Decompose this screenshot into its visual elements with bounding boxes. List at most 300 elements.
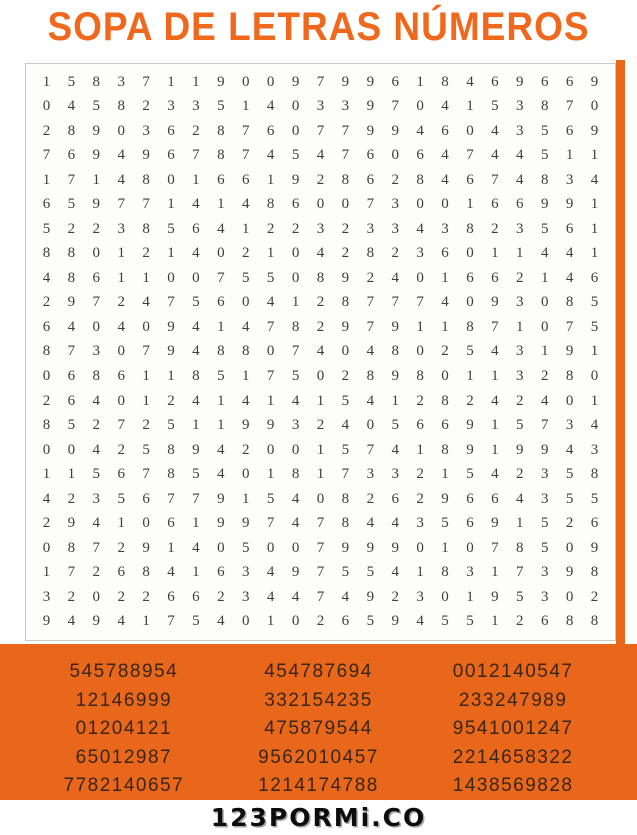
grid-cell[interactable]: 4	[291, 490, 300, 507]
grid-cell[interactable]: 9	[291, 564, 300, 581]
grid-cell[interactable]: 2	[117, 441, 125, 458]
grid-cell[interactable]: 3	[516, 294, 524, 311]
grid-cell[interactable]: 8	[291, 466, 300, 483]
grid-cell[interactable]: 4	[316, 343, 325, 360]
grid-cell[interactable]: 3	[167, 98, 175, 115]
grid-cell[interactable]: 0	[416, 196, 424, 213]
grid-cell[interactable]: 1	[92, 171, 101, 188]
grid-cell[interactable]: 2	[266, 220, 275, 237]
grid-cell[interactable]: 8	[565, 294, 574, 311]
grid-cell[interactable]: 7	[142, 466, 150, 483]
grid-cell[interactable]: 2	[391, 588, 399, 605]
grid-cell[interactable]: 6	[366, 171, 375, 188]
grid-cell[interactable]: 1	[167, 73, 175, 90]
grid-cell[interactable]: 5	[242, 269, 250, 286]
grid-cell[interactable]: 0	[341, 196, 350, 213]
grid-cell[interactable]: 9	[466, 417, 474, 434]
grid-cell[interactable]: 7	[192, 490, 200, 507]
grid-cell[interactable]: 6	[391, 490, 399, 507]
grid-cell[interactable]: 2	[491, 220, 499, 237]
grid-cell[interactable]: 7	[366, 318, 375, 335]
grid-cell[interactable]: 0	[316, 196, 325, 213]
grid-cell[interactable]: 0	[42, 98, 51, 115]
grid-cell[interactable]: 1	[565, 147, 574, 164]
grid-cell[interactable]: 9	[92, 122, 101, 139]
grid-cell[interactable]: 5	[441, 515, 449, 532]
grid-cell[interactable]: 2	[441, 343, 449, 360]
grid-cell[interactable]: 8	[565, 368, 574, 385]
grid-cell[interactable]: 4	[540, 392, 549, 409]
grid-cell[interactable]: 1	[291, 294, 300, 311]
grid-cell[interactable]: 4	[167, 564, 175, 581]
grid-cell[interactable]: 4	[67, 98, 76, 115]
grid-cell[interactable]: 4	[391, 515, 399, 532]
grid-cell[interactable]: 2	[42, 294, 51, 311]
grid-cell[interactable]: 2	[516, 269, 524, 286]
grid-cell[interactable]: 6	[167, 147, 175, 164]
grid-cell[interactable]: 3	[416, 515, 424, 532]
grid-cell[interactable]: 6	[491, 73, 499, 90]
grid-cell[interactable]: 1	[266, 171, 275, 188]
grid-cell[interactable]: 8	[391, 343, 399, 360]
grid-cell[interactable]: 4	[217, 220, 225, 237]
grid-cell[interactable]: 8	[441, 564, 449, 581]
grid-cell[interactable]: 9	[67, 294, 76, 311]
grid-cell[interactable]: 2	[341, 220, 350, 237]
grid-cell[interactable]: 0	[42, 368, 51, 385]
grid-cell[interactable]: 4	[491, 466, 499, 483]
grid-cell[interactable]: 0	[266, 343, 275, 360]
grid-cell[interactable]: 5	[391, 417, 399, 434]
grid-cell[interactable]: 9	[366, 98, 375, 115]
grid-cell[interactable]: 4	[117, 613, 125, 630]
grid-cell[interactable]: 7	[565, 318, 574, 335]
grid-cell[interactable]: 4	[217, 466, 225, 483]
grid-cell[interactable]: 6	[466, 269, 474, 286]
grid-cell[interactable]: 5	[540, 147, 549, 164]
grid-cell[interactable]: 9	[167, 318, 175, 335]
grid-cell[interactable]: 7	[341, 147, 350, 164]
grid-cell[interactable]: 4	[117, 171, 125, 188]
grid-cell[interactable]: 4	[491, 147, 499, 164]
grid-cell[interactable]: 3	[316, 98, 325, 115]
grid-cell[interactable]: 8	[416, 368, 424, 385]
grid-cell[interactable]: 4	[67, 613, 76, 630]
grid-cell[interactable]: 5	[341, 441, 350, 458]
grid-cell[interactable]: 4	[391, 441, 399, 458]
grid-cell[interactable]: 7	[167, 613, 175, 630]
grid-cell[interactable]: 8	[590, 466, 599, 483]
grid-cell[interactable]: 1	[217, 392, 225, 409]
grid-cell[interactable]: 9	[341, 318, 350, 335]
grid-cell[interactable]: 4	[491, 122, 499, 139]
grid-cell[interactable]: 0	[42, 539, 51, 556]
grid-cell[interactable]: 5	[217, 368, 225, 385]
grid-cell[interactable]: 1	[42, 171, 51, 188]
grid-cell[interactable]: 1	[491, 417, 499, 434]
grid-cell[interactable]: 0	[266, 73, 275, 90]
grid-cell[interactable]: 3	[565, 171, 574, 188]
grid-cell[interactable]: 0	[341, 343, 350, 360]
grid-cell[interactable]: 8	[67, 122, 76, 139]
grid-cell[interactable]: 6	[266, 122, 275, 139]
grid-cell[interactable]: 0	[291, 441, 300, 458]
grid-cell[interactable]: 0	[590, 368, 599, 385]
grid-cell[interactable]: 9	[491, 588, 499, 605]
grid-cell[interactable]: 2	[366, 490, 375, 507]
grid-cell[interactable]: 8	[540, 171, 549, 188]
grid-cell[interactable]: 6	[491, 196, 499, 213]
grid-cell[interactable]: 4	[291, 588, 300, 605]
grid-cell[interactable]: 6	[67, 147, 76, 164]
grid-cell[interactable]: 6	[441, 245, 449, 262]
grid-cell[interactable]: 0	[92, 588, 101, 605]
grid-cell[interactable]: 9	[291, 171, 300, 188]
grid-cell[interactable]: 2	[341, 368, 350, 385]
grid-cell[interactable]: 2	[316, 171, 325, 188]
grid-cell[interactable]: 5	[67, 417, 76, 434]
grid-cell[interactable]: 1	[466, 368, 474, 385]
grid-cell[interactable]: 1	[217, 318, 225, 335]
grid-cell[interactable]: 4	[92, 392, 101, 409]
grid-cell[interactable]: 7	[266, 515, 275, 532]
grid-cell[interactable]: 4	[192, 318, 200, 335]
grid-cell[interactable]: 1	[242, 220, 250, 237]
grid-cell[interactable]: 7	[491, 318, 499, 335]
grid-cell[interactable]: 1	[192, 171, 200, 188]
grid-cell[interactable]: 8	[217, 343, 225, 360]
grid-cell[interactable]: 0	[565, 539, 574, 556]
grid-cell[interactable]: 0	[291, 245, 300, 262]
grid-cell[interactable]: 5	[67, 196, 76, 213]
grid-cell[interactable]: 7	[67, 171, 76, 188]
grid-cell[interactable]: 4	[92, 441, 101, 458]
grid-cell[interactable]: 9	[242, 515, 250, 532]
grid-cell[interactable]: 7	[316, 73, 325, 90]
grid-cell[interactable]: 3	[366, 466, 375, 483]
grid-cell[interactable]: 2	[117, 294, 125, 311]
grid-cell[interactable]: 5	[266, 490, 275, 507]
grid-cell[interactable]: 8	[42, 343, 51, 360]
grid-cell[interactable]: 7	[366, 196, 375, 213]
grid-cell[interactable]: 6	[491, 269, 499, 286]
grid-cell[interactable]: 1	[242, 98, 250, 115]
grid-cell[interactable]: 8	[316, 269, 325, 286]
grid-cell[interactable]: 8	[416, 171, 424, 188]
grid-cell[interactable]: 4	[291, 515, 300, 532]
grid-cell[interactable]: 1	[167, 368, 175, 385]
grid-cell[interactable]: 2	[540, 368, 549, 385]
grid-cell[interactable]: 3	[92, 343, 101, 360]
grid-cell[interactable]: 1	[42, 466, 51, 483]
grid-cell[interactable]: 5	[466, 466, 474, 483]
grid-cell[interactable]: 1	[266, 613, 275, 630]
grid-cell[interactable]: 5	[291, 368, 300, 385]
grid-cell[interactable]: 1	[466, 588, 474, 605]
grid-cell[interactable]: 1	[117, 515, 125, 532]
grid-cell[interactable]: 3	[540, 564, 549, 581]
grid-cell[interactable]: 6	[192, 588, 200, 605]
grid-cell[interactable]: 7	[92, 294, 101, 311]
grid-cell[interactable]: 4	[117, 147, 125, 164]
grid-cell[interactable]: 0	[291, 122, 300, 139]
grid-cell[interactable]: 5	[117, 490, 125, 507]
grid-cell[interactable]: 5	[242, 539, 250, 556]
grid-cell[interactable]: 7	[316, 564, 325, 581]
grid-cell[interactable]: 6	[217, 171, 225, 188]
grid-cell[interactable]: 3	[242, 588, 250, 605]
grid-cell[interactable]: 6	[341, 613, 350, 630]
grid-cell[interactable]: 7	[391, 294, 399, 311]
grid-cell[interactable]: 7	[192, 147, 200, 164]
grid-cell[interactable]: 8	[142, 220, 150, 237]
grid-cell[interactable]: 2	[242, 441, 250, 458]
grid-cell[interactable]: 2	[366, 269, 375, 286]
grid-cell[interactable]: 5	[266, 269, 275, 286]
grid-cell[interactable]: 2	[316, 318, 325, 335]
grid-cell[interactable]: 6	[516, 196, 524, 213]
grid-cell[interactable]: 1	[590, 245, 599, 262]
grid-cell[interactable]: 1	[590, 196, 599, 213]
grid-cell[interactable]: 2	[42, 515, 51, 532]
grid-cell[interactable]: 8	[540, 98, 549, 115]
grid-cell[interactable]: 0	[266, 441, 275, 458]
grid-cell[interactable]: 1	[416, 441, 424, 458]
grid-cell[interactable]: 8	[341, 515, 350, 532]
grid-cell[interactable]: 6	[366, 147, 375, 164]
grid-cell[interactable]: 0	[67, 441, 76, 458]
grid-cell[interactable]: 9	[590, 122, 599, 139]
grid-cell[interactable]: 9	[391, 318, 399, 335]
grid-cell[interactable]: 8	[516, 539, 524, 556]
grid-cell[interactable]: 5	[366, 564, 375, 581]
grid-cell[interactable]: 2	[117, 539, 125, 556]
grid-cell[interactable]: 4	[217, 441, 225, 458]
grid-cell[interactable]: 5	[142, 441, 150, 458]
grid-cell[interactable]: 2	[67, 588, 76, 605]
grid-cell[interactable]: 4	[416, 613, 424, 630]
grid-cell[interactable]: 2	[565, 515, 574, 532]
grid-cell[interactable]: 1	[142, 269, 150, 286]
grid-cell[interactable]: 5	[366, 613, 375, 630]
grid-cell[interactable]: 0	[266, 539, 275, 556]
grid-cell[interactable]: 3	[341, 98, 350, 115]
grid-cell[interactable]: 5	[565, 466, 574, 483]
grid-cell[interactable]: 6	[441, 122, 449, 139]
grid-cell[interactable]: 9	[565, 564, 574, 581]
grid-cell[interactable]: 1	[217, 196, 225, 213]
grid-cell[interactable]: 5	[590, 294, 599, 311]
grid-cell[interactable]: 7	[316, 588, 325, 605]
grid-cell[interactable]: 9	[516, 441, 524, 458]
grid-cell[interactable]: 4	[366, 343, 375, 360]
grid-cell[interactable]: 8	[266, 196, 275, 213]
grid-cell[interactable]: 3	[391, 220, 399, 237]
grid-cell[interactable]: 1	[42, 564, 51, 581]
grid-cell[interactable]: 2	[142, 245, 150, 262]
grid-cell[interactable]: 0	[217, 245, 225, 262]
grid-cell[interactable]: 5	[590, 318, 599, 335]
grid-cell[interactable]: 6	[167, 122, 175, 139]
grid-cell[interactable]: 0	[192, 269, 200, 286]
grid-cell[interactable]: 9	[516, 73, 524, 90]
grid-cell[interactable]: 4	[441, 294, 449, 311]
grid-cell[interactable]: 9	[92, 147, 101, 164]
grid-cell[interactable]: 7	[516, 564, 524, 581]
grid-cell[interactable]: 2	[516, 392, 524, 409]
grid-cell[interactable]: 1	[242, 490, 250, 507]
grid-cell[interactable]: 2	[242, 245, 250, 262]
grid-cell[interactable]: 7	[266, 368, 275, 385]
grid-cell[interactable]: 0	[117, 343, 125, 360]
grid-cell[interactable]: 6	[217, 294, 225, 311]
grid-cell[interactable]: 8	[167, 441, 175, 458]
grid-cell[interactable]: 5	[466, 343, 474, 360]
grid-cell[interactable]: 1	[590, 147, 599, 164]
grid-cell[interactable]: 5	[42, 220, 51, 237]
grid-cell[interactable]: 7	[341, 466, 350, 483]
grid-cell[interactable]: 6	[466, 515, 474, 532]
grid-cell[interactable]: 9	[366, 539, 375, 556]
grid-cell[interactable]: 5	[291, 147, 300, 164]
grid-cell[interactable]: 9	[167, 343, 175, 360]
grid-cell[interactable]: 3	[142, 122, 150, 139]
grid-cell[interactable]: 2	[316, 294, 325, 311]
grid-cell[interactable]: 7	[67, 564, 76, 581]
grid-cell[interactable]: 9	[142, 539, 150, 556]
grid-cell[interactable]: 1	[167, 245, 175, 262]
grid-cell[interactable]: 1	[67, 466, 76, 483]
grid-cell[interactable]: 6	[565, 73, 574, 90]
grid-cell[interactable]: 4	[565, 245, 574, 262]
grid-cell[interactable]: 8	[366, 368, 375, 385]
grid-cell[interactable]: 4	[366, 515, 375, 532]
grid-cell[interactable]: 2	[92, 220, 101, 237]
grid-cell[interactable]: 3	[192, 98, 200, 115]
grid-cell[interactable]: 9	[192, 441, 200, 458]
grid-cell[interactable]: 3	[316, 220, 325, 237]
grid-cell[interactable]: 1	[217, 417, 225, 434]
grid-cell[interactable]: 3	[391, 196, 399, 213]
grid-cell[interactable]: 6	[42, 318, 51, 335]
grid-cell[interactable]: 6	[391, 73, 399, 90]
grid-cell[interactable]: 0	[441, 368, 449, 385]
grid-cell[interactable]: 5	[565, 490, 574, 507]
grid-cell[interactable]: 7	[316, 515, 325, 532]
grid-cell[interactable]: 4	[441, 147, 449, 164]
grid-cell[interactable]: 8	[42, 417, 51, 434]
grid-cell[interactable]: 3	[366, 220, 375, 237]
grid-cell[interactable]: 9	[341, 73, 350, 90]
grid-cell[interactable]: 7	[316, 539, 325, 556]
grid-cell[interactable]: 0	[42, 441, 51, 458]
grid-cell[interactable]: 3	[540, 490, 549, 507]
grid-cell[interactable]: 6	[565, 220, 574, 237]
grid-cell[interactable]: 6	[416, 417, 424, 434]
grid-cell[interactable]: 3	[516, 343, 524, 360]
grid-cell[interactable]: 1	[266, 245, 275, 262]
grid-cell[interactable]: 0	[167, 269, 175, 286]
grid-cell[interactable]: 6	[540, 73, 549, 90]
grid-cell[interactable]: 0	[316, 490, 325, 507]
grid-cell[interactable]: 1	[242, 368, 250, 385]
grid-cell[interactable]: 4	[242, 318, 250, 335]
grid-cell[interactable]: 5	[341, 392, 350, 409]
grid-cell[interactable]: 8	[67, 539, 76, 556]
grid-cell[interactable]: 1	[491, 368, 499, 385]
grid-cell[interactable]: 1	[441, 539, 449, 556]
grid-cell[interactable]: 6	[142, 490, 150, 507]
grid-cell[interactable]: 1	[192, 515, 200, 532]
grid-cell[interactable]: 6	[117, 564, 125, 581]
grid-cell[interactable]: 0	[565, 392, 574, 409]
grid-cell[interactable]: 0	[416, 343, 424, 360]
grid-cell[interactable]: 9	[217, 490, 225, 507]
grid-cell[interactable]: 4	[192, 343, 200, 360]
grid-cell[interactable]: 4	[192, 392, 200, 409]
grid-cell[interactable]: 5	[192, 294, 200, 311]
grid-cell[interactable]: 6	[565, 122, 574, 139]
grid-cell[interactable]: 2	[117, 588, 125, 605]
grid-cell[interactable]: 9	[491, 294, 499, 311]
grid-cell[interactable]: 0	[217, 539, 225, 556]
grid-cell[interactable]: 9	[242, 417, 250, 434]
grid-cell[interactable]: 4	[242, 196, 250, 213]
grid-cell[interactable]: 7	[416, 294, 424, 311]
grid-cell[interactable]: 1	[491, 564, 499, 581]
grid-cell[interactable]: 3	[540, 466, 549, 483]
grid-cell[interactable]: 7	[366, 294, 375, 311]
grid-cell[interactable]: 0	[416, 539, 424, 556]
grid-cell[interactable]: 7	[291, 343, 300, 360]
grid-cell[interactable]: 2	[466, 392, 474, 409]
grid-cell[interactable]: 5	[516, 417, 524, 434]
grid-cell[interactable]: 6	[540, 613, 549, 630]
grid-cell[interactable]: 2	[42, 122, 51, 139]
grid-cell[interactable]: 4	[516, 490, 524, 507]
grid-cell[interactable]: 7	[491, 171, 499, 188]
grid-cell[interactable]: 6	[167, 515, 175, 532]
grid-cell[interactable]: 5	[167, 417, 175, 434]
grid-cell[interactable]: 7	[142, 343, 150, 360]
grid-cell[interactable]: 6	[192, 220, 200, 237]
grid-cell[interactable]: 9	[391, 368, 399, 385]
grid-cell[interactable]: 8	[366, 245, 375, 262]
grid-cell[interactable]: 9	[217, 515, 225, 532]
grid-cell[interactable]: 8	[565, 613, 574, 630]
grid-cell[interactable]: 1	[192, 564, 200, 581]
grid-cell[interactable]: 9	[565, 343, 574, 360]
grid-cell[interactable]: 9	[92, 613, 101, 630]
grid-cell[interactable]: 4	[590, 417, 599, 434]
grid-cell[interactable]: 0	[416, 98, 424, 115]
grid-cell[interactable]: 1	[142, 392, 150, 409]
grid-cell[interactable]: 6	[92, 269, 101, 286]
grid-cell[interactable]: 0	[540, 294, 549, 311]
grid-cell[interactable]: 4	[540, 245, 549, 262]
grid-cell[interactable]: 0	[466, 245, 474, 262]
grid-cell[interactable]: 8	[466, 318, 474, 335]
grid-cell[interactable]: 4	[565, 441, 574, 458]
grid-cell[interactable]: 0	[242, 294, 250, 311]
grid-cell[interactable]: 1	[316, 466, 325, 483]
grid-cell[interactable]: 6	[441, 417, 449, 434]
grid-cell[interactable]: 4	[142, 294, 150, 311]
grid-cell[interactable]: 5	[491, 98, 499, 115]
grid-cell[interactable]: 1	[266, 466, 275, 483]
grid-cell[interactable]: 4	[441, 171, 449, 188]
grid-cell[interactable]: 9	[366, 122, 375, 139]
